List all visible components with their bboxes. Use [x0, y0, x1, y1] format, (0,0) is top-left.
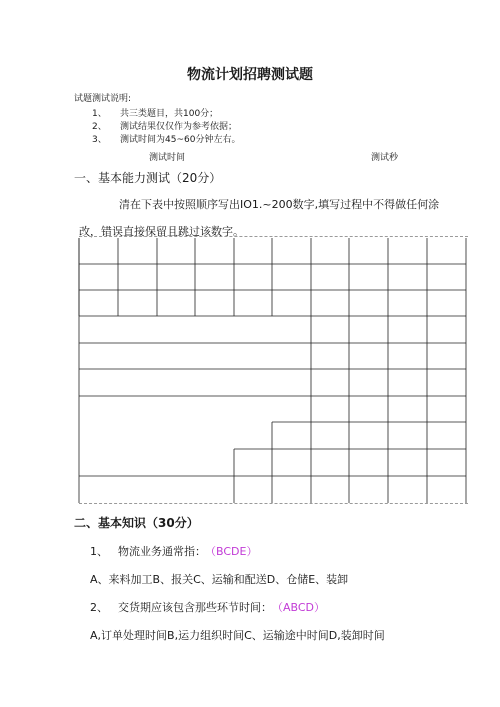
instruction-num: 1、: [92, 109, 107, 119]
grid-bottom-dashed-line: [79, 503, 468, 504]
test-time-label: 测试时间: [149, 153, 186, 163]
instructions-heading: 试题测试说明:: [74, 94, 132, 104]
page-title: 物流计划招聘测试题: [187, 67, 313, 83]
question-text: 交货期应该包含那些环节时间：: [118, 601, 272, 614]
question-num: 1、: [90, 545, 108, 558]
question-answer: （BCDE）: [205, 545, 258, 558]
instruction-num: 2、: [92, 122, 107, 132]
test-seconds-label: 测试秒: [371, 153, 399, 163]
section1-heading: 一、基本能力测试（20分）: [74, 171, 222, 185]
question-text: 物流业务通常指：: [118, 545, 206, 558]
instruction-text: 测试结果仅仅作为参考依据；: [120, 122, 238, 132]
question-num: 2、: [90, 601, 108, 614]
instruction-text: 测试时间为45~60分钟左右。: [120, 135, 241, 145]
instruction-text: 共三类题目，共100分；: [120, 109, 219, 119]
question-options: A,订单处理时间B,运力组织时间C、运输途中时间D,装卸时间: [90, 629, 385, 642]
question-options: A、来料加工B、报关C、运输和配送D、仓储E、装卸: [90, 573, 349, 586]
question-answer: （ABCD）: [272, 601, 326, 614]
section1-description: 清在下表中按照顺序写出IO1.~200数字,填写过程中不得做任何涂: [119, 198, 440, 211]
section1-description-cont: 改，错误直接保留且跳过该数字。: [79, 225, 244, 238]
instruction-num: 3、: [92, 135, 107, 145]
section2-heading: 二、基本知识（30分）: [74, 516, 199, 530]
